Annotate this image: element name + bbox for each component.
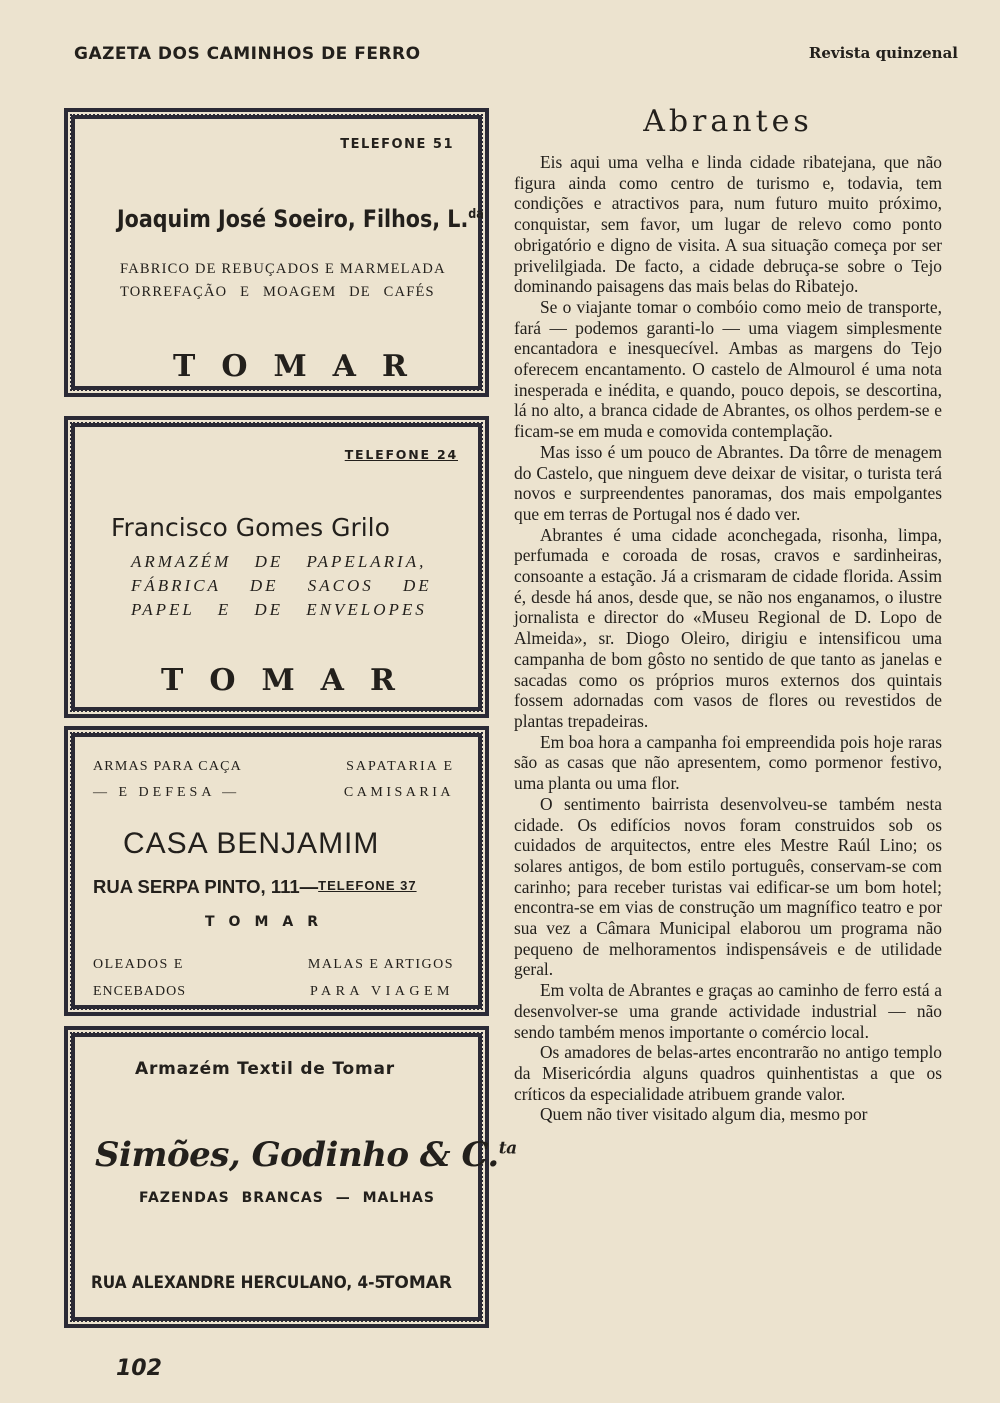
- ad-soeiro-town: TOMAR: [173, 349, 433, 384]
- ad-simoes: [64, 1026, 517, 1328]
- ad-soeiro-line1: FABRICO DE REBUÇADOS E MARMELADA: [120, 261, 446, 277]
- ad-simoes-products: FAZENDAS BRANCAS — MALHAS: [139, 1190, 435, 1206]
- ad-benjamim-bottom-right-1: MALAS E ARTIGOS: [307, 957, 454, 972]
- article-paragraph: Eis aqui uma velha e linda cidade ribatejana, que não figura ainda como centro de turismo e, todavia, tem condições e atractivos para, num futuro muito próximo, conquistar, sem favor, um lugar de relevo como ponto obrigatório e digno de visita. A sua situação começa por ser privelilgiada. De facto, a cidade debruça-se sobre o Tejo dominando paisagens das mais belas do Ribatejo.: [514, 152, 942, 297]
- ad-soeiro-company: Joaquim José Soeiro, Filhos, L.$^{da}$: [117, 205, 484, 233]
- ad-soeiro-phone: TELEFONE 51: [340, 137, 454, 152]
- publication-subtitle: Revista quinzenal: [808, 44, 958, 62]
- article-paragraph: Em boa hora a campanha foi empreendida pois hoje raras são as casas que não apresentem, como pormenor festivo, uma planta ou uma flor.: [514, 731, 942, 794]
- ad-benjamim-bottom-left-2: ENCEBADOS: [93, 984, 187, 999]
- article-body: [514, 152, 942, 1125]
- ad-benjamim-top-left-1: ARMAS PARA CAÇA: [93, 759, 242, 774]
- ad-benjamim: [64, 726, 489, 1016]
- article-paragraph: Se o viajante tomar o combóio como meio de transporte, fará — podemos garanti-lo — uma viagem simplesmente encantadora e inesquecível. Ambas as margens do Tejo oferecem encantamento. O castelo de Almourol é uma nota inesperada e inédita, e quando, pouco depois, se descortina, lá no alto, a branca cidade de Abrantes, os olhos perdem-se e ficam-se em muda e comovida contemplação.: [514, 296, 942, 442]
- ad-benjamim-bottom-right-2: PARA VIAGEM: [309, 984, 454, 999]
- article-title: Abrantes: [643, 104, 813, 139]
- ad-grilo-line3: PAPEL E DE ENVELOPES: [131, 600, 427, 619]
- publication-title: GAZETA DOS CAMINHOS DE FERRO: [74, 44, 421, 64]
- article-paragraph: O sentimento bairrista desenvolveu-se também nesta cidade. Os edifícios novos foram construidos sob os cuidados de arquitectos, entre eles Mestre Raúl Lino; os solares antigos, de bom estilo português, conservam-se com carinho; para receber turistas vai edificar-se um bom hotel; encontra-se em vias de construção um magnífico teatro e por sua vez a Câmara Municipal elaborou um programa não pequeno de melhoramentos indispensáveis e de utilidade geral.: [514, 793, 942, 980]
- ad-benjamim-address-line: RUA SERPA PINTO, 111—TELEFONE 37: [93, 876, 417, 897]
- ad-grilo-line2: FÁBRICA DE SACOS DE: [131, 576, 432, 595]
- article-paragraph: Quem não tiver visitado algum dia, mesmo por: [540, 1104, 868, 1125]
- ad-grilo-line1: ARMAZÉM DE PAPELARIA,: [131, 552, 427, 571]
- ad-simoes-heading: Armazém Textil de Tomar: [135, 1059, 395, 1079]
- ad-grilo-phone: TELEFONE 24: [344, 447, 458, 462]
- article-paragraph: Em volta de Abrantes e graças ao caminho de ferro está a desenvolver-se uma grande actividade industrial — não sendo também menos importante o comércio local.: [514, 980, 942, 1042]
- ad-benjamim-top-right-1: SAPATARIA E: [346, 759, 454, 774]
- ad-soeiro-line2: TORREFAÇÃO E MOAGEM DE CAFÉS: [120, 284, 435, 300]
- ad-benjamim-company: CASA BENJAMIM: [123, 827, 380, 860]
- article-paragraph: Mas isso é um pouco de Abrantes. Da tôrre de menagem do Castelo, que ninguem deve deixar de visitar, o turista terá novos e surpreendentes panoramas, dos mais empolgantes que em terras de Portugal nos é dado ver.: [514, 441, 942, 524]
- ad-simoes-company: Simões, Godinho & C.$^{ta}$: [95, 1135, 517, 1175]
- ad-simoes-town: TOMAR: [382, 1273, 452, 1293]
- ad-grilo: [64, 416, 489, 718]
- page-number: 102: [116, 1356, 162, 1381]
- ad-soeiro: [64, 108, 489, 397]
- ad-benjamim-top-right-2: CAMISARIA: [343, 785, 454, 800]
- ad-benjamim-town: TOMAR: [205, 914, 332, 930]
- article-paragraph: Abrantes é uma cidade aconchegada, risonha, limpa, perfumada e coroada de rosas, cravos e sardinheiras, consoante a estação. Já a crismaram de cidade florida. Assim é, desde há anos, desde que, se não nos enganamos, o ilustre jornalista e director do «Museu Regional de D. Lopo de Almeida», sr. Diogo Oleiro, dirigiu e intensificou uma campanha de bom gôsto no sentido de que tanto as janelas e sacadas como os próprios muros externos dos quintais fossem adornadas com vasos de flores ou revestidos de plantas trepadeiras.: [514, 524, 942, 731]
- ad-simoes-address: RUA ALEXANDRE HERCULANO, 4-5: [91, 1273, 386, 1293]
- article-paragraph: Os amadores de belas-artes encontrarão no antigo templo da Misericórdia alguns quadros quinhentistas a que os críticos da especialidade atribuem grande valor.: [514, 1042, 942, 1104]
- ad-grilo-company: Francisco Gomes Grilo: [111, 513, 390, 542]
- ad-benjamim-bottom-left-1: OLEADOS E: [93, 957, 184, 972]
- ad-grilo-town: TOMAR: [161, 663, 421, 698]
- ad-benjamim-top-left-2: — E DEFESA —: [93, 785, 241, 800]
